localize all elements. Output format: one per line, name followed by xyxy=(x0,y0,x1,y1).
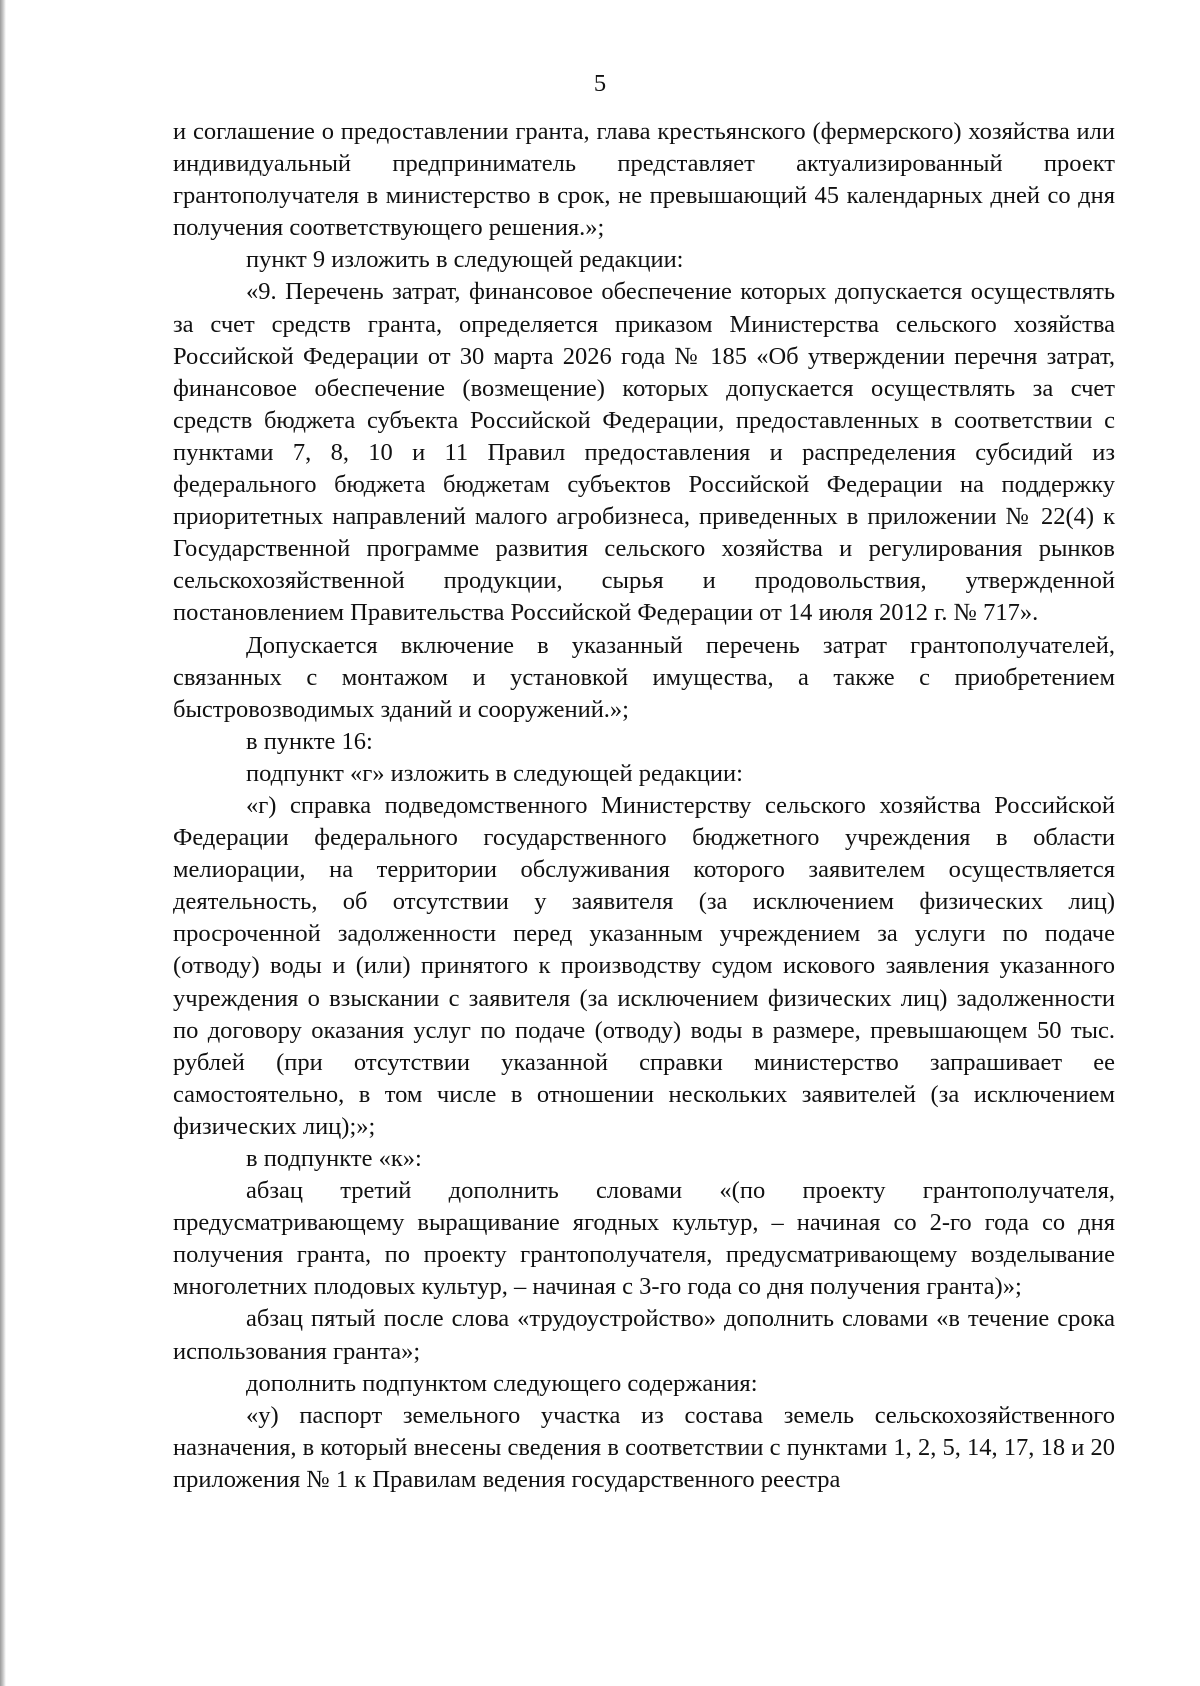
paragraph-continuation: и соглашение о предоставлении гранта, глава крестьянского (фермерского) хозяйства или индивидуальный предприниматель представляет актуализированный проект грантополучателя в министерство в срок, не превышающий 45 календарных дней со дня получения соответствующего решения.»; xyxy=(173,118,1115,242)
paragraph-point-16-heading: в пункте 16: xyxy=(246,727,373,755)
paragraph-subpoint-k-fifth: абзац пятый после слова «трудоустройство» дополнить словами «в течение срока использования гранта»; xyxy=(173,1305,1115,1365)
paragraph-subpoint-g-heading: подпункт «г» изложить в следующей редакции: xyxy=(246,759,743,787)
paragraph-point-9-addition: Допускается включение в указанный перечень затрат грантополучателей, связанных с монтажом и установкой имущества, а также с приобретением быстровозводимых зданий и сооружений.»; xyxy=(173,631,1115,723)
paragraph-point-9-heading: пункт 9 изложить в следующей редакции: xyxy=(246,246,684,274)
paragraph-add-subpoint-heading: дополнить подпунктом следующего содержания: xyxy=(246,1369,758,1397)
page-number: 5 xyxy=(593,70,607,97)
paragraph-subpoint-g-text: «г) справка подведомственного Министерству сельского хозяйства Российской Федерации федерального государственного бюджетного учреждения в области мелиорации, на территории обслуживания которого заявителем осуществляется деятельность, об отсутствии у заявителя (за исключением физических лиц) просроченной задолженности перед указанным учреждением за услуги по подаче (отводу) воды и (или) принятого к производству судом искового заявления указанного учреждения о взыскании с заявителя (за исключением физических лиц) задолженности по договору оказания услуг по подаче (отводу) воды в размере, превышающем 50 тыс. рублей (при отсутствии указанной справки министерство запрашивает ее самостоятельно, в том числе в отношении нескольких заявителей (за исключением физических лиц);»; xyxy=(173,791,1115,1140)
paragraph-subpoint-k-third: абзац третий дополнить словами «(по проекту грантополучателя, предусматривающему выращивание ягодных культур, – начиная со 2-го года со дня получения гранта, по проекту грантополучателя, предусматривающему возделывание многолетних плодовых культур, – начиная с 3-го года со дня получения гранта)»; xyxy=(173,1177,1115,1301)
paragraph-point-9-text: «9. Перечень затрат, финансовое обеспечение которых допускается осуществлять за счет средств гранта, определяется приказом Министерства сельского хозяйства Российской Федерации от 30 марта 2026 года № 185 «Об утверждении перечня затрат, финансовое обеспечение (возмещение) которых допускается осуществлять за счет средств бюджета субъекта Российской Федерации, предоставленных в соответствии с пунктами 7, 8, 10 и 11 Правил предоставления и распределения субсидий из федерального бюджета бюджетам субъектов Российской Федерации на поддержку приоритетных направлений малого агробизнеса, приведенных в приложении № 22(4) к Государственной программе развития сельского хозяйства и регулирования рынков сельскохозяйственной продукции, сырья и продовольствия, утвержденной постановлением Правительства Российской Федерации от 14 июля 2012 г. № 717». xyxy=(173,278,1115,627)
paragraph-subpoint-u-text: «у) паспорт земельного участка из состава земель сельскохозяйственного назначения, в который внесены сведения в соответствии с пунктами 1, 2, 5, 14, 17, 18 и 20 приложения № 1 к Правилам ведения государственного реестра xyxy=(173,1401,1115,1493)
paragraph-subpoint-k-heading: в подпункте «к»: xyxy=(246,1145,422,1172)
document-body xyxy=(173,116,1115,1496)
